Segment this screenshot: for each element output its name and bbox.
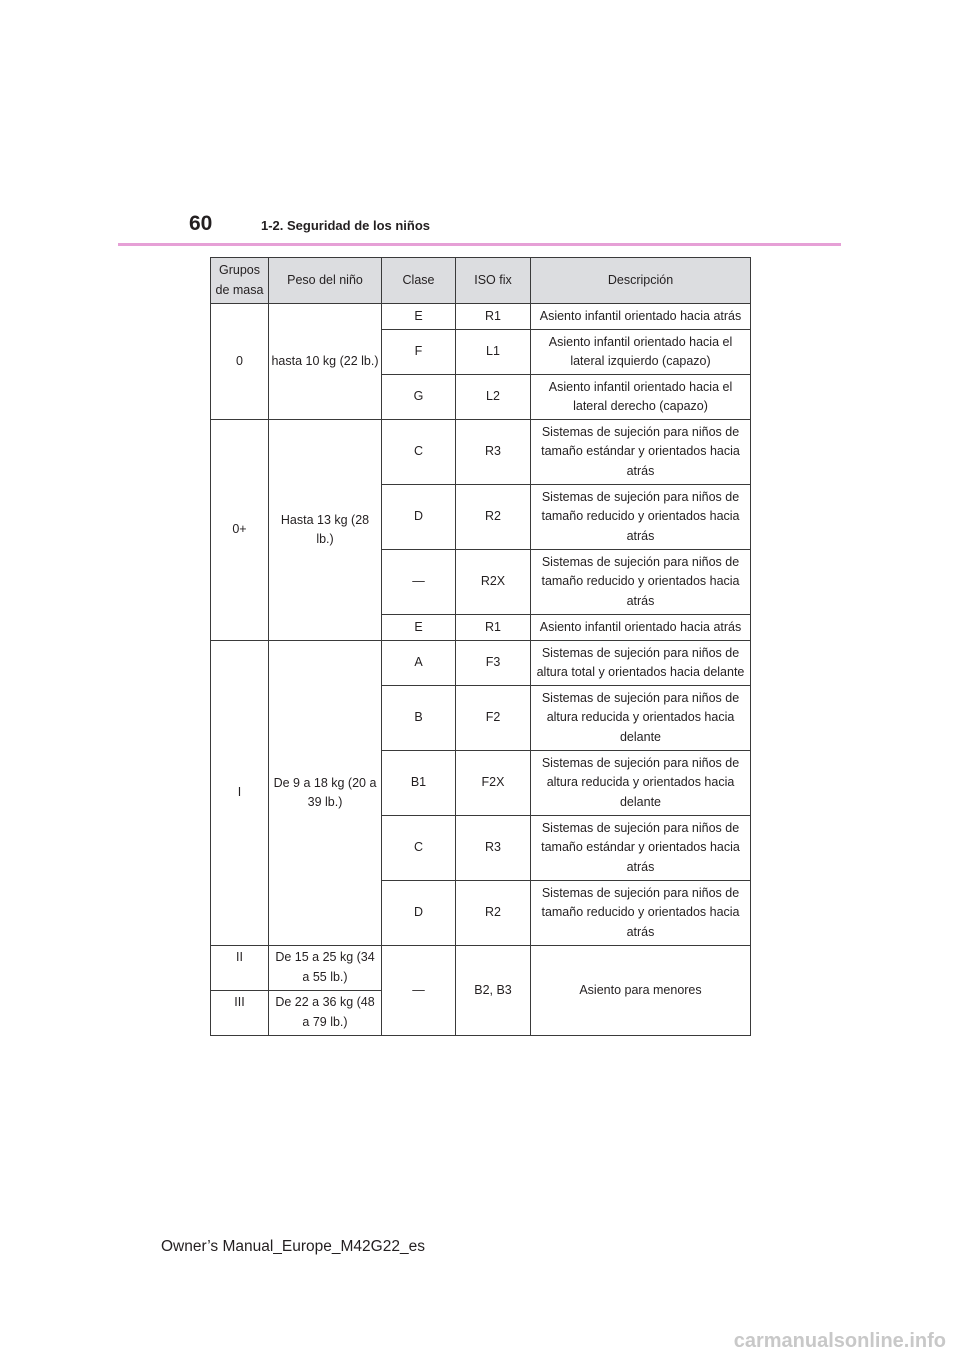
description-cell: Sistemas de sujeción para niños de tamaño reducido y orientados hacia atrás <box>531 881 751 946</box>
header-class: Clase <box>382 258 456 304</box>
iso-cell: R2X <box>456 550 531 615</box>
description-cell: Sistemas de sujeción para niños de tamaño reducido y orientados hacia atrás <box>531 550 751 615</box>
description-cell: Asiento infantil orientado hacia el lateral izquierdo (capazo) <box>531 330 751 375</box>
table-row <box>211 641 751 686</box>
description-cell: Sistemas de sujeción para niños de tamaño reducido y orientados hacia atrás <box>531 485 751 550</box>
mass-group-cell: I <box>211 641 269 946</box>
iso-cell: F2 <box>456 686 531 751</box>
child-seat-class-table <box>210 257 751 1036</box>
description-cell: Sistemas de sujeción para niños de altura reducida y orientados hacia delante <box>531 686 751 751</box>
iso-cell: F3 <box>456 641 531 686</box>
iso-cell: R1 <box>456 615 531 641</box>
table-row <box>211 946 751 991</box>
description-cell: Asiento infantil orientado hacia el lateral derecho (capazo) <box>531 375 751 420</box>
mass-group-cell: 0 <box>211 304 269 420</box>
iso-cell: L1 <box>456 330 531 375</box>
description-cell: Sistemas de sujeción para niños de altura total y orientados hacia delante <box>531 641 751 686</box>
mass-group-cell: 0+ <box>211 420 269 641</box>
mass-group-cell: II <box>211 946 269 991</box>
table-row <box>211 304 751 330</box>
class-cell: C <box>382 816 456 881</box>
header-description: Descripción <box>531 258 751 304</box>
class-cell: E <box>382 304 456 330</box>
header-iso-fix: ISO fix <box>456 258 531 304</box>
weight-cell: De 22 a 36 kg (48 a 79 lb.) <box>269 991 382 1036</box>
header-child-weight: Peso del niño <box>269 258 382 304</box>
class-cell: — <box>382 550 456 615</box>
iso-cell: R2 <box>456 485 531 550</box>
class-cell: G <box>382 375 456 420</box>
weight-cell: De 15 a 25 kg (34 a 55 lb.) <box>269 946 382 991</box>
class-cell: D <box>382 485 456 550</box>
description-cell: Sistemas de sujeción para niños de altura reducida y orientados hacia delante <box>531 751 751 816</box>
class-cell: B1 <box>382 751 456 816</box>
class-cell: C <box>382 420 456 485</box>
description-cell: Sistemas de sujeción para niños de tamaño estándar y orientados hacia atrás <box>531 816 751 881</box>
table-row <box>211 420 751 485</box>
weight-cell: De 9 a 18 kg (20 a 39 lb.) <box>269 641 382 946</box>
iso-cell: R2 <box>456 881 531 946</box>
weight-cell: hasta 10 kg (22 lb.) <box>269 304 382 420</box>
class-cell: — <box>382 946 456 1036</box>
iso-cell: L2 <box>456 375 531 420</box>
class-cell: E <box>382 615 456 641</box>
description-cell: Asiento infantil orientado hacia atrás <box>531 304 751 330</box>
header-mass-group: Grupos de masa <box>211 258 269 304</box>
section-title: 1-2. Seguridad de los niños <box>261 218 431 233</box>
iso-cell: R1 <box>456 304 531 330</box>
iso-cell: R3 <box>456 420 531 485</box>
class-cell: B <box>382 686 456 751</box>
mass-group-cell: III <box>211 991 269 1036</box>
iso-cell: R3 <box>456 816 531 881</box>
iso-cell: B2, B3 <box>456 946 531 1036</box>
page-number: 60 <box>189 212 213 235</box>
watermark-logo: carmanualsonline.info <box>733 1330 946 1352</box>
class-cell: F <box>382 330 456 375</box>
class-cell: D <box>382 881 456 946</box>
table-header-row <box>211 258 751 304</box>
description-cell: Sistemas de sujeción para niños de tamaño estándar y orientados hacia atrás <box>531 420 751 485</box>
header-divider <box>118 243 841 246</box>
class-cell: A <box>382 641 456 686</box>
iso-cell: F2X <box>456 751 531 816</box>
manual-footer: Owner’s Manual_Europe_M42G22_es <box>161 1238 425 1255</box>
weight-cell: Hasta 13 kg (28 lb.) <box>269 420 382 641</box>
description-cell: Asiento para menores <box>531 946 751 1036</box>
description-cell: Asiento infantil orientado hacia atrás <box>531 615 751 641</box>
